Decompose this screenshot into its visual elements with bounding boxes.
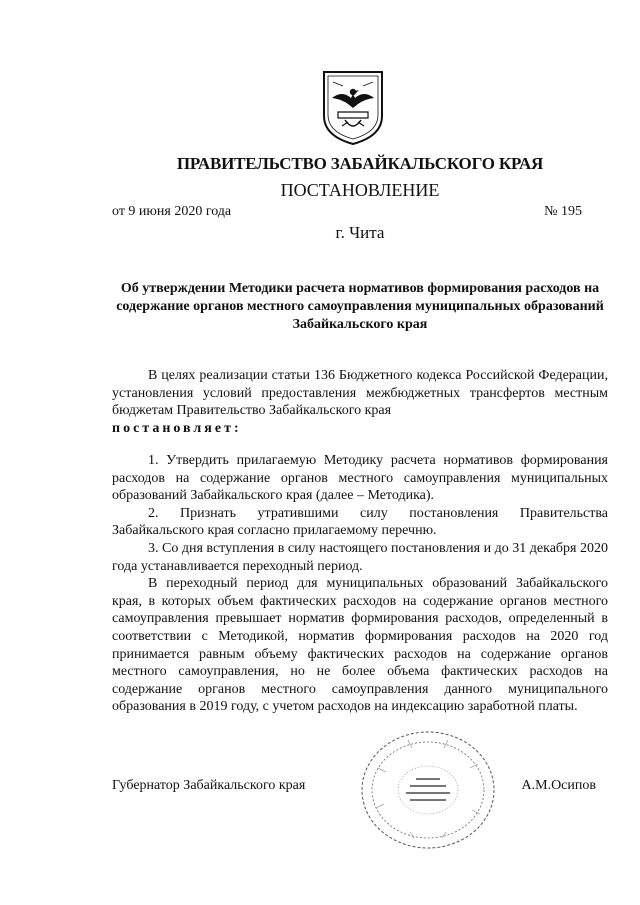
government-title: ПРАВИТЕЛЬСТВО ЗАБАЙКАЛЬСКОГО КРАЯ: [176, 154, 544, 173]
document-number: № 195: [544, 204, 582, 219]
preamble-paragraph: [112, 367, 608, 437]
decree-item-2: 2. Признать утратившими силу постановления Правительства Забайкальского края согласно прилагаемому перечню.: [112, 505, 608, 539]
document-type: ПОСТАНОВЛЕНИЕ: [280, 180, 440, 200]
transition-paragraph: В переходный период для муниципальных образований Забайкальского края, в которых объем фактических расходов на содержание органов местного самоуправления превышает норматив формирования расходов, определенный в соответствии с Методикой, норматив формирования расходов на 2020 год принимается равным объему фактических расходов на содержание органов местного самоуправления, но не более объема фактических расходов на содержание органов местного самоуправления данного муниципального образования в 2019 году, с учетом расходов на индексацию заработной платы.: [112, 576, 608, 715]
document-date: от 9 июня 2020 года: [112, 204, 232, 219]
document-subject: Об утверждении Методики расчета нормативов формирования расходов на содержание органов местного самоуправления муниципальных образований Забайкальского края: [116, 281, 604, 332]
signature-name: А.М.Осипов: [521, 778, 596, 793]
document-city: г. Чита: [335, 223, 385, 242]
signature-role: Губернатор Забайкальского края: [112, 778, 306, 793]
coat-of-arms-emblem: [318, 68, 388, 146]
decree-word: постановляет:: [112, 420, 242, 436]
decree-items: [112, 452, 608, 716]
decree-item-1: 1. Утвердить прилагаемую Методику расчета нормативов формирования расходов на содержание органов местного самоуправления муниципальных образований Забайкальского края (далее – Методика).: [112, 453, 608, 504]
official-seal-stamp: [358, 728, 498, 852]
decree-item-3: 3. Со дня вступления в силу настоящего постановления и до 31 декабря 2020 года устанавливается переходный период.: [112, 540, 608, 574]
preamble-text: В целях реализации статьи 136 Бюджетного кодекса Российской Федерации, установления условий предоставления межбюджетных трансфертов местным бюджетам Правительство Забайкальского края: [112, 368, 608, 419]
